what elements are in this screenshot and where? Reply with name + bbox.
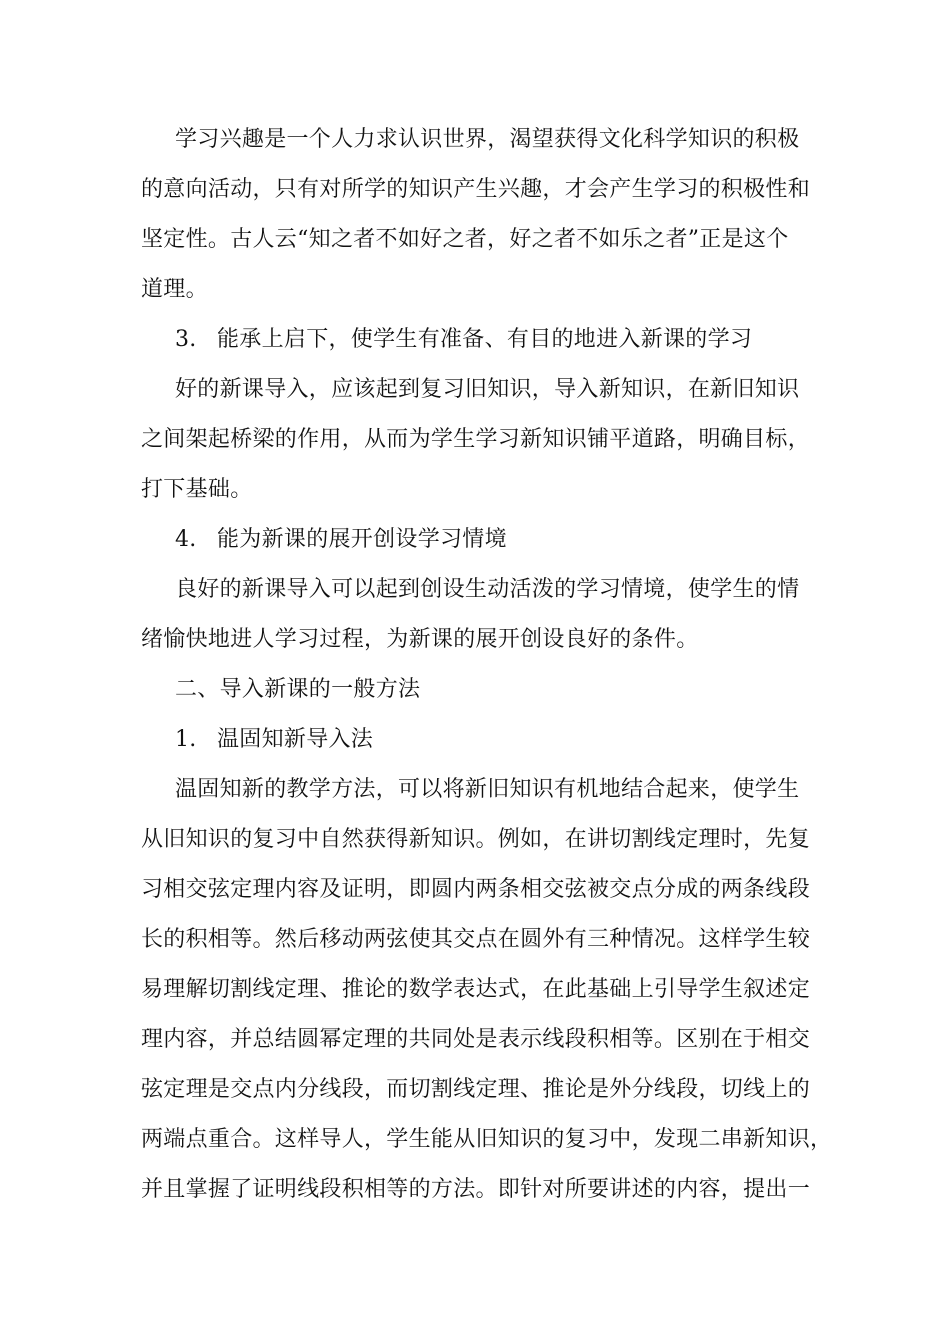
paragraph-line: 长的积相等。然后移动两弦使其交点在圆外有三种情况。这样学生较 bbox=[141, 927, 811, 952]
paragraph-line: 打下基础。 bbox=[141, 477, 253, 502]
paragraph-line: 并且掌握了证明线段积相等的方法。即针对所要讲述的内容，提出一 bbox=[141, 1177, 811, 1202]
numbered-heading bbox=[175, 326, 752, 354]
paragraph-line: 好的新课导入，应该起到复习旧知识，导入新知识，在新旧知识 bbox=[175, 377, 800, 402]
paragraph-line: 弦定理是交点内分线段，而切割线定理、推论是外分线段，切线上的 bbox=[141, 1077, 811, 1102]
paragraph-line: 的意向活动，只有对所学的知识产生兴趣，才会产生学习的积极性和 bbox=[141, 177, 811, 202]
paragraph-line: 坚定性。古人云“知之者不如好之者，好之者不如乐之者”正是这个 bbox=[141, 227, 789, 252]
paragraph-line: 温固知新的教学方法，可以将新旧知识有机地结合起来，使学生 bbox=[175, 777, 800, 802]
heading-text: 能承上启下，使学生有准备、有目的地进入新课的学习 bbox=[217, 327, 753, 352]
paragraph-line: 从旧知识的复习中自然获得新知识。例如，在讲切割线定理时，先复 bbox=[141, 827, 811, 852]
paragraph-line: 易理解切割线定理、推论的数学表达式，在此基础上引导学生叙述定 bbox=[141, 977, 811, 1002]
paragraph-line: 理内容，并总结圆幂定理的共同处是表示线段积相等。区别在于相交 bbox=[141, 1027, 811, 1052]
paragraph-line: 学习兴趣是一个人力求认识世界，渴望获得文化科学知识的积极 bbox=[175, 127, 800, 152]
numbered-heading bbox=[175, 526, 507, 554]
paragraph-line: 两端点重合。这样导人，学生能从旧知识的复习中，发现二串新知识， bbox=[141, 1127, 833, 1152]
heading-number: 1. bbox=[175, 727, 197, 752]
section-title: 二、导入新课的一般方法 bbox=[175, 677, 421, 702]
paragraph-line: 习相交弦定理内容及证明，即圆内两条相交弦被交点分成的两条线段 bbox=[141, 877, 811, 902]
numbered-heading bbox=[175, 726, 373, 754]
heading-number: 3. bbox=[175, 327, 197, 352]
paragraph-line: 道理。 bbox=[141, 277, 208, 302]
heading-text: 温固知新导入法 bbox=[217, 727, 374, 752]
heading-number: 4. bbox=[175, 527, 197, 552]
paragraph-line: 良好的新课导入可以起到创设生动活泼的学习情境，使学生的情 bbox=[175, 577, 800, 602]
paragraph-line: 绪愉快地进人学习过程，为新课的展开创设良好的条件。 bbox=[141, 627, 699, 652]
heading-text: 能为新课的展开创设学习情境 bbox=[217, 527, 507, 552]
paragraph-line: 之间架起桥梁的作用，从而为学生学习新知识铺平道路，明确目标， bbox=[141, 427, 811, 452]
